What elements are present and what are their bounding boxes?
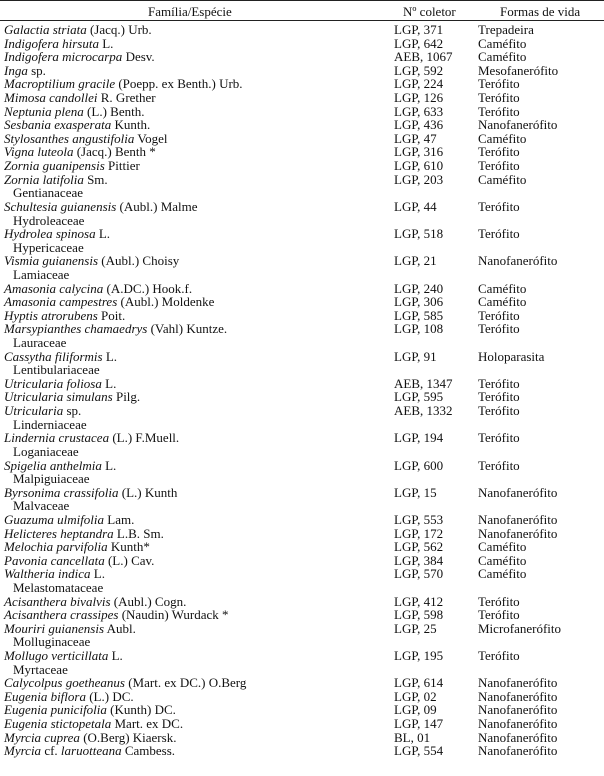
species-name — [4, 227, 110, 241]
life-form: Nanofanerófito — [478, 688, 558, 704]
life-form: Nanofanerófito — [478, 716, 558, 732]
species-row — [0, 132, 604, 146]
species-binomial: Cassytha filiformis — [4, 348, 103, 364]
species-name — [4, 37, 113, 51]
species-binomial: Mouriri guianensis — [4, 620, 105, 636]
life-form: Terófito — [478, 198, 520, 214]
family-row — [0, 663, 604, 677]
species-name — [4, 554, 154, 568]
collector-number: LGP, 610 — [394, 158, 444, 174]
collector-number: LGP, 518 — [394, 226, 444, 242]
species-author: L. — [101, 457, 117, 473]
species-row — [0, 309, 604, 323]
species-binomial: Sesbania exasperata — [4, 117, 112, 133]
species-row — [0, 227, 604, 241]
collector-number: LGP, 47 — [394, 130, 437, 146]
species-name — [4, 567, 105, 581]
life-form: Terófito — [478, 307, 520, 323]
species-row — [0, 295, 604, 309]
species-row — [0, 350, 604, 364]
family-name: Myrtaceae — [13, 661, 68, 677]
life-form: Caméfito — [478, 552, 527, 568]
collector-number: LGP, 21 — [394, 253, 437, 269]
species-name — [4, 77, 243, 91]
life-form: Nanofanerófito — [478, 743, 558, 759]
life-form: Terófito — [478, 90, 520, 106]
species-author: L. — [102, 348, 118, 364]
family-row — [0, 241, 604, 255]
family-row — [0, 499, 604, 513]
header-species: Família/Espécie — [148, 4, 232, 19]
species-author: (Aubl.) Moldenke — [117, 294, 215, 310]
species-row — [0, 608, 604, 622]
species-name — [4, 350, 117, 364]
species-row — [0, 717, 604, 731]
species-row — [0, 703, 604, 717]
life-form: Terófito — [478, 403, 520, 419]
species-author: L. — [98, 35, 114, 51]
species-binomial: Eugenia biflora — [4, 688, 86, 704]
species-name — [4, 608, 229, 622]
life-form: Nanofanerófito — [478, 702, 558, 718]
species-row — [0, 540, 604, 554]
species-row — [0, 50, 604, 64]
species-name — [4, 690, 134, 704]
species-row — [0, 459, 604, 473]
species-binomial: Helicteres heptandra — [4, 525, 114, 541]
life-form: Caméfito — [478, 130, 527, 146]
species-row — [0, 23, 604, 37]
collector-number: LGP, 15 — [394, 484, 437, 500]
collector-number: LGP, 585 — [394, 307, 444, 323]
table-body — [0, 21, 604, 758]
collector-number: LGP, 595 — [394, 389, 444, 405]
species-row — [0, 377, 604, 391]
collector-number: AEB, 1067 — [394, 49, 453, 65]
life-form: Terófito — [478, 607, 520, 623]
collector-number: LGP, 614 — [394, 675, 444, 691]
table-header — [0, 1, 604, 20]
species-row — [0, 173, 604, 187]
species-binomial: Indigofera microcarpa — [4, 49, 123, 65]
species-binomial: Mollugo verticillata — [4, 648, 109, 664]
species-binomial: Mimosa candollei — [4, 90, 98, 106]
collector-number: LGP, 91 — [394, 348, 437, 364]
species-binomial: Waltheria indica — [4, 566, 91, 582]
species-row — [0, 118, 604, 132]
species-name — [4, 649, 123, 663]
species-row — [0, 731, 604, 745]
life-form: Terófito — [478, 144, 520, 160]
collector-number: AEB, 1347 — [394, 375, 453, 391]
collector-number: LGP, 02 — [394, 688, 437, 704]
life-form: Terófito — [478, 375, 520, 391]
life-form: Mesofanerófito — [478, 62, 559, 78]
species-binomial: Pavonia cancellata — [4, 552, 105, 568]
species-name — [4, 173, 108, 187]
life-form: Nanofanerófito — [478, 117, 558, 133]
species-name — [4, 731, 176, 745]
species-binomial: Guazuma ulmifolia — [4, 511, 105, 527]
family-row — [0, 268, 604, 282]
collector-number: LGP, 412 — [394, 593, 444, 609]
species-author: Aubl. — [104, 620, 136, 636]
life-form: Terófito — [478, 648, 520, 664]
life-form: Caméfito — [478, 171, 527, 187]
life-form: Terófito — [478, 389, 520, 405]
species-binomial: Utricularia simulans — [4, 389, 113, 405]
species-name — [4, 105, 144, 119]
species-row — [0, 486, 604, 500]
family-name: Malpiguiaceae — [13, 471, 90, 487]
species-author: Mart. ex DC. — [111, 716, 184, 732]
collector-number: LGP, 316 — [394, 144, 444, 160]
species-name — [4, 254, 179, 268]
collector-number: LGP, 224 — [394, 76, 444, 92]
species-author: (L.) F.Muell. — [109, 430, 180, 446]
species-name — [4, 322, 227, 336]
species-binomial: Lindernia crustacea — [4, 430, 110, 446]
species-name — [4, 159, 140, 173]
life-form: Nanofanerófito — [478, 525, 558, 541]
collector-number: LGP, 598 — [394, 607, 444, 623]
collector-number: LGP, 203 — [394, 171, 444, 187]
species-row — [0, 282, 604, 296]
species-row — [0, 254, 604, 268]
species-author: (Jacq.) Urb. — [86, 22, 152, 37]
species-name — [4, 622, 136, 636]
species-binomial: Galactia striata — [4, 22, 87, 37]
family-row — [0, 418, 604, 432]
species-binomial: Inga — [4, 62, 28, 78]
species-binomial: Acisanthera crassipes — [4, 607, 119, 623]
family-name: Lentibulariaceae — [13, 362, 100, 378]
species-binomial: Acisanthera bivalvis — [4, 593, 111, 609]
family-name: Hydroleaceae — [13, 212, 85, 228]
species-name — [4, 118, 150, 132]
life-form: Nanofanerófito — [478, 253, 558, 269]
species-author: (Vahl) Kuntze. — [147, 321, 228, 337]
species-binomial: Schultesia guianensis — [4, 198, 117, 214]
family-name: Lauraceae — [13, 335, 67, 351]
species-row — [0, 554, 604, 568]
life-form: Terófito — [478, 158, 520, 174]
species-row — [0, 513, 604, 527]
species-author: (Kunth) DC. — [106, 702, 176, 718]
species-author: (Mart. ex DC.) O.Berg — [124, 675, 247, 691]
species-binomial: Vigna luteola — [4, 144, 74, 160]
species-name — [4, 390, 140, 404]
species-author: (Aubl.) Choisy — [98, 253, 180, 269]
species-row — [0, 527, 604, 541]
collector-number: LGP, 108 — [394, 321, 444, 337]
collector-number: AEB, 1332 — [394, 403, 453, 419]
species-name — [4, 431, 179, 445]
species-name — [4, 145, 156, 159]
species-author: (Aubl.) Cogn. — [110, 593, 187, 609]
collector-number: LGP, 306 — [394, 294, 444, 310]
species-row — [0, 77, 604, 91]
collector-number: LGP, 25 — [394, 620, 437, 636]
species-name — [4, 486, 177, 500]
species-author: L.B. Sm. — [113, 525, 164, 541]
species-binomial: Amasonia calycina — [4, 280, 104, 296]
collector-number: LGP, 600 — [394, 457, 444, 473]
species-name — [4, 527, 164, 541]
species-author: R. Grether — [97, 90, 156, 106]
species-name — [4, 513, 134, 527]
species-binomial: Zornia latifolia — [4, 171, 84, 187]
species-binomial: Stylosanthes angustifolia — [4, 130, 135, 146]
life-form: Caméfito — [478, 539, 527, 555]
species-row — [0, 64, 604, 78]
species-name — [4, 64, 46, 78]
species-name — [4, 703, 176, 717]
collector-number: LGP, 09 — [394, 702, 437, 718]
family-row — [0, 445, 604, 459]
life-form: Terófito — [478, 430, 520, 446]
family-row — [0, 472, 604, 486]
species-author: sp. — [27, 62, 46, 78]
species-binomial: Zornia guanipensis — [4, 158, 105, 174]
species-row — [0, 744, 604, 758]
species-author: (Naudin) Wurdack * — [118, 607, 229, 623]
species-author: Sm. — [83, 171, 108, 187]
collector-number: BL, 01 — [394, 729, 431, 745]
species-binomial: Eugenia stictopetala — [4, 716, 112, 732]
species-row — [0, 567, 604, 581]
species-author: (Jacq.) Benth * — [73, 144, 156, 160]
species-binomial: Macroptilium gracile — [4, 76, 116, 92]
family-row — [0, 186, 604, 200]
species-row — [0, 431, 604, 445]
collector-number: LGP, 195 — [394, 648, 444, 664]
species-name — [4, 459, 116, 473]
species-author: (O.Berg) Kiaersk. — [79, 729, 177, 745]
collector-number: LGP, 172 — [394, 525, 444, 541]
species-binomial: Neptunia plena — [4, 103, 84, 119]
species-author: Lam. — [104, 511, 135, 527]
species-author: L. — [90, 566, 105, 582]
species-row — [0, 105, 604, 119]
life-form: Caméfito — [478, 49, 527, 65]
collector-number: LGP, 194 — [394, 430, 444, 446]
collector-number: LGP, 240 — [394, 280, 444, 296]
family-name: Molluginaceae — [13, 634, 91, 650]
species-row — [0, 622, 604, 636]
collector-number: LGP, 384 — [394, 552, 444, 568]
life-form: Nanofanerófito — [478, 511, 558, 527]
life-form: Caméfito — [478, 35, 527, 51]
species-binomial: Indigofera hirsuta — [4, 35, 99, 51]
species-name — [4, 282, 192, 296]
species-row — [0, 159, 604, 173]
species-binomial: Vismia guianensis — [4, 253, 99, 269]
collector-number: LGP, 592 — [394, 62, 444, 78]
species-binomial: Calycolpus goetheanus — [4, 675, 125, 691]
life-form: Nanofanerófito — [478, 484, 558, 500]
family-row — [0, 214, 604, 228]
family-row — [0, 635, 604, 649]
collector-number: LGP, 44 — [394, 198, 437, 214]
collector-number: LGP, 126 — [394, 90, 444, 106]
species-name — [4, 91, 156, 105]
family-name: Gentianaceae — [13, 185, 84, 201]
species-binomial: Hydrolea spinosa — [4, 226, 96, 242]
species-binomial: Amasonia campestres — [4, 294, 118, 310]
species-name — [4, 23, 152, 37]
family-name: Linderniaceae — [13, 416, 87, 432]
species-row — [0, 404, 604, 418]
life-form: Nanofanerófito — [478, 729, 558, 745]
family-name: Loganiaceae — [13, 443, 79, 459]
collector-number: LGP, 436 — [394, 117, 444, 133]
family-name: Malvaceae — [13, 498, 70, 514]
species-name — [4, 717, 183, 731]
species-name — [4, 132, 167, 146]
family-row — [0, 363, 604, 377]
species-author: Kunth* — [107, 539, 150, 555]
species-name — [4, 50, 155, 64]
life-form: Terófito — [478, 226, 520, 242]
collector-number: LGP, 371 — [394, 22, 444, 37]
life-form: Nanofanerófito — [478, 675, 558, 691]
species-binomial: Utricularia — [4, 403, 64, 419]
species-author: Kunth. — [111, 117, 151, 133]
life-form: Caméfito — [478, 280, 527, 296]
species-author: cf. — [41, 743, 61, 759]
species-row — [0, 390, 604, 404]
species-author: (L.) Benth. — [83, 103, 145, 119]
header-collector: Nº coletor — [403, 4, 456, 19]
species-name — [4, 404, 81, 418]
species-name — [4, 540, 150, 554]
species-row — [0, 200, 604, 214]
species-binomial: Spigelia anthelmia — [4, 457, 102, 473]
header-life-form: Formas de vida — [500, 4, 581, 19]
species-epithet: laruotteana — [60, 743, 122, 759]
species-author: (Aubl.) Malme — [116, 198, 198, 214]
species-binomial: Melochia parvifolia — [4, 539, 108, 555]
species-row — [0, 676, 604, 690]
life-form: Caméfito — [478, 566, 527, 582]
collector-number: LGP, 570 — [394, 566, 444, 582]
collector-number: LGP, 554 — [394, 743, 444, 759]
species-row — [0, 595, 604, 609]
life-form: Microfanerófito — [478, 620, 562, 636]
species-name — [4, 676, 246, 690]
life-form: Terófito — [478, 76, 520, 92]
collector-number: LGP, 553 — [394, 511, 444, 527]
family-row — [0, 336, 604, 350]
life-form: Terófito — [478, 103, 520, 119]
life-form: Holoparasita — [478, 348, 545, 364]
species-binomial: Utricularia foliosa — [4, 375, 102, 391]
family-row — [0, 581, 604, 595]
collector-number: LGP, 562 — [394, 539, 444, 555]
species-binomial: Marsypianthes chamaedrys — [4, 321, 148, 337]
species-author: L. — [108, 648, 123, 664]
species-author: (L.) Cav. — [104, 552, 155, 568]
collector-number: LGP, 642 — [394, 35, 444, 51]
species-author: sp. — [63, 403, 82, 419]
species-name — [4, 295, 214, 309]
collector-number: LGP, 147 — [394, 716, 444, 732]
species-author: (L.) DC. — [85, 688, 134, 704]
species-binomial: Byrsonima crassifolia — [4, 484, 119, 500]
species-author: (A.DC.) Hook.f. — [103, 280, 193, 296]
life-form: Trepadeira — [478, 22, 534, 37]
species-row — [0, 37, 604, 51]
species-row — [0, 145, 604, 159]
life-form: Terófito — [478, 593, 520, 609]
species-row — [0, 322, 604, 336]
species-author: Vogel — [134, 130, 168, 146]
species-binomial: Eugenia punicifolia — [4, 702, 107, 718]
species-author: Pittier — [104, 158, 140, 174]
species-name — [4, 200, 198, 214]
species-author: Pilg. — [112, 389, 141, 405]
species-author: L. — [95, 226, 111, 242]
species-binomial: Myrcia — [4, 743, 42, 759]
life-form: Caméfito — [478, 294, 527, 310]
family-name: Melastomataceae — [13, 579, 104, 595]
collector-number: LGP, 633 — [394, 103, 444, 119]
species-name — [4, 309, 125, 323]
species-name — [4, 744, 175, 758]
family-name: Hypericaceae — [13, 239, 84, 255]
species-name — [4, 377, 116, 391]
life-form: Terófito — [478, 321, 520, 337]
species-author: L. — [101, 375, 117, 391]
species-name — [4, 595, 186, 609]
species-row — [0, 91, 604, 105]
species-author: (L.) Kunth — [118, 484, 178, 500]
species-row — [0, 690, 604, 704]
species-author: Cambess. — [121, 743, 176, 759]
species-author: Desv. — [122, 49, 155, 65]
species-author: Poit. — [97, 307, 126, 323]
family-name: Lamiaceae — [13, 266, 70, 282]
species-binomial: Hyptis atrorubens — [4, 307, 98, 323]
species-binomial: Myrcia cuprea — [4, 729, 80, 745]
life-form: Terófito — [478, 457, 520, 473]
species-row — [0, 649, 604, 663]
species-author: (Poepp. ex Benth.) Urb. — [115, 76, 243, 92]
